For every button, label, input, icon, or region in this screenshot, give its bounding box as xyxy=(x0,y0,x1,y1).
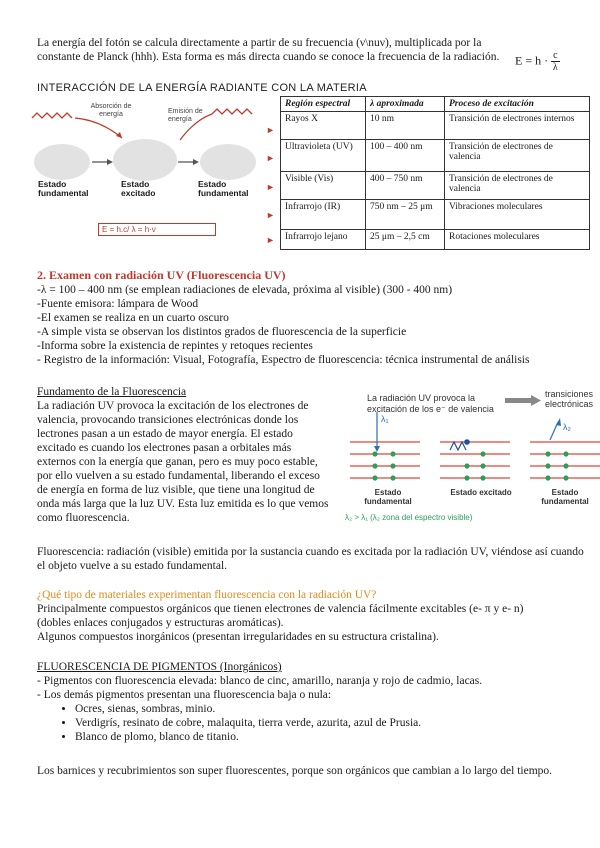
pigments-title: FLUORESCENCIA DE PIGMENTOS (Inorgánicos) xyxy=(37,661,282,673)
table-cell: Infrarrojo lejano xyxy=(281,230,366,250)
lambda1-label: λ₁ xyxy=(381,414,389,424)
pointer-icon: ► xyxy=(266,125,275,135)
pigment-line: - Pigmentos con fluorescencia elevada: blanco de cinc, amarillo, naranja y rojo de cadmio, lacas. xyxy=(37,675,483,687)
formula-numerator: c xyxy=(553,50,558,61)
caption-arrow-icon xyxy=(505,395,545,407)
closing-text: Los barnices y recubrimientos son super fluorescentes, porque son orgánicos que cambian a lo largo del tiempo. xyxy=(37,765,553,777)
pointer-icon: ► xyxy=(266,182,275,192)
list-item: -El examen se realiza en un cuarto oscuro xyxy=(37,312,229,324)
list-item: • Ocres, sienas, sombras, minio. xyxy=(75,702,595,716)
fluorescence-definition: Fluorescencia: radiación (visible) emitida por la sustancia cuando es excitada por la radiación UV, viéndose así cuando el objeto vuelve a su estado fundamental. xyxy=(37,546,584,572)
energy-formula xyxy=(515,50,560,73)
answer-line: Principalmente compuestos orgánicos que tienen electrones de valencia fácilmente excitables (e- π y e- n) xyxy=(37,603,524,615)
spectral-table xyxy=(280,96,590,250)
table-header: λ aproximada xyxy=(366,97,445,112)
list-item: • Verdigrís, resinato de cobre, malaquita, tierra verde, azurita, azul de Prusia. xyxy=(75,716,595,730)
excited-state-label: Estado excitado xyxy=(121,179,156,198)
absorption-arrow-icon xyxy=(75,118,122,138)
absorption-emission-diagram xyxy=(30,100,270,240)
list-item: • Blanco de plomo, blanco de titanio. xyxy=(75,730,595,744)
answer-line: Algunos compuestos inorgánicos (presentan irregularidades en su estructura cristalina). xyxy=(37,631,439,643)
table-row xyxy=(281,172,590,200)
table-cell: Transición de electrones de valencia xyxy=(445,172,590,200)
pigments-text xyxy=(37,674,587,702)
section-title-interaccion: INTERACCIÓN DE LA ENERGÍA RADIANTE CON LA MATERIA xyxy=(37,82,367,94)
table-cell: 400 – 750 nm xyxy=(366,172,445,200)
table-row xyxy=(281,140,590,172)
table-header-row xyxy=(281,97,590,112)
lambda-note: λ₂ > λ₁ (λ₂ zona del espectro visible) xyxy=(345,513,473,522)
pointer-icon: ► xyxy=(266,153,275,163)
table-cell: 100 – 400 nm xyxy=(366,140,445,172)
list-item: -Informa sobre la existencia de repintes y retoques recientes xyxy=(37,340,313,352)
ground-state-label-1: Estado fundamental xyxy=(38,179,89,198)
excited-state-blob xyxy=(113,139,177,181)
outgoing-wave-icon xyxy=(212,109,252,114)
absorption-label: Absorción de energía xyxy=(90,103,132,118)
emission-label: Emisión de energía xyxy=(168,108,203,123)
excitation-wave-icon xyxy=(450,442,466,450)
table-cell: Infrarrojo (IR) xyxy=(281,200,366,230)
table-cell: 750 nm – 25 μm xyxy=(366,200,445,230)
table-cell: Transición de electrones internos xyxy=(445,112,590,140)
state-label-excited: Estado excitado xyxy=(450,488,512,497)
table-row xyxy=(281,112,590,140)
formula-lhs: E = h · xyxy=(515,53,549,68)
table-cell: Ultravioleta (UV) xyxy=(281,140,366,172)
fundamento-text: La radiación UV provoca la excitación de los electrones de valencia, provocando transiciones electrónicas donde los lectrones pasan a un estado de mayor energía. El estado excitado es cuando los electrones pasan a orbitales más externos con la energía que ganan, pero es muy poco estable, por ello vuelven a su estado fundamental, liberando el exceso de energía en forma de luz visible, que tiene una longitud de onda más larga que la luz UV. Esta luz emitida es lo que vemos como fluorescencia. xyxy=(37,400,329,524)
state-label-fundamental-1: Estado fundamental xyxy=(364,488,412,506)
table-row xyxy=(281,200,590,230)
table-cell: Rayos X xyxy=(281,112,366,140)
list-item: - Registro de la información: Visual, Fotografía, Espectro de fluorescencia: técnica instrumental de análisis xyxy=(37,354,530,366)
ground-state-label-2: Estado fundamental xyxy=(198,179,249,198)
pigment-line: - Los demás pigmentos presentan una fluorescencia baja o nula: xyxy=(37,689,332,701)
section-title-uv-exam: 2. Examen con radiación UV (Fluorescencia UV) xyxy=(37,268,286,282)
ground-state-blob-2 xyxy=(200,144,256,180)
pointer-icon: ► xyxy=(266,210,275,220)
list-item: -λ = 100 – 400 nm (se emplean radiaciones de elevada, próxima al visible) (300 - 400 nm) xyxy=(37,284,453,296)
list-item: -Fuente emisora: lámpara de Wood xyxy=(37,298,199,310)
uv-exam-list xyxy=(37,283,577,367)
transitions-label: transiciones electrónicas xyxy=(545,389,594,409)
list-item: -A simple vista se observan los distintos grados de fluorescencia de la superficie xyxy=(37,326,407,338)
fundamento-title: Fundamento de la Fluorescencia xyxy=(37,386,187,398)
lambda2-label: λ₂ xyxy=(563,422,571,432)
table-cell: Transición de electrones de valencia xyxy=(445,140,590,172)
pigments-bullet-list xyxy=(37,702,595,744)
diagram-formula-box: E = h.c/ λ = h·ν xyxy=(98,223,216,236)
table-cell: 25 μm – 2,5 cm xyxy=(366,230,445,250)
formula-denominator: λ xyxy=(552,62,558,73)
table-row xyxy=(281,230,590,250)
answer-line: (dobles enlaces conjugados y estructuras aromáticas). xyxy=(37,617,284,629)
question-answer xyxy=(37,602,587,644)
ground-state-blob-1 xyxy=(34,144,90,180)
table-cell: Vibraciones moleculares xyxy=(445,200,590,230)
table-cell: Visible (Vis) xyxy=(281,172,366,200)
pointer-icon: ► xyxy=(266,235,275,245)
question-title: ¿Qué tipo de materiales experimentan fluorescencia con la radiación UV? xyxy=(37,589,377,601)
table-cell: Rotaciones moleculares xyxy=(445,230,590,250)
table-header: Proceso de excitación xyxy=(445,97,590,112)
incoming-wave-icon xyxy=(32,113,72,118)
table-header: Región espectral xyxy=(281,97,366,112)
table-cell: 10 nm xyxy=(366,112,445,140)
intro-text: La energía del fotón se calcula directamente a partir de su frecuencia (ν\nuν), multiplicada por la constante de Planck (hhh). Esta forma es más directa cuando se conoce la frecuencia de la radiación. xyxy=(37,37,500,63)
uv-caption: La radiación UV provoca la excitación de los e⁻ de valencia xyxy=(367,393,494,414)
state-label-fundamental-2: Estado fundamental xyxy=(541,488,589,506)
